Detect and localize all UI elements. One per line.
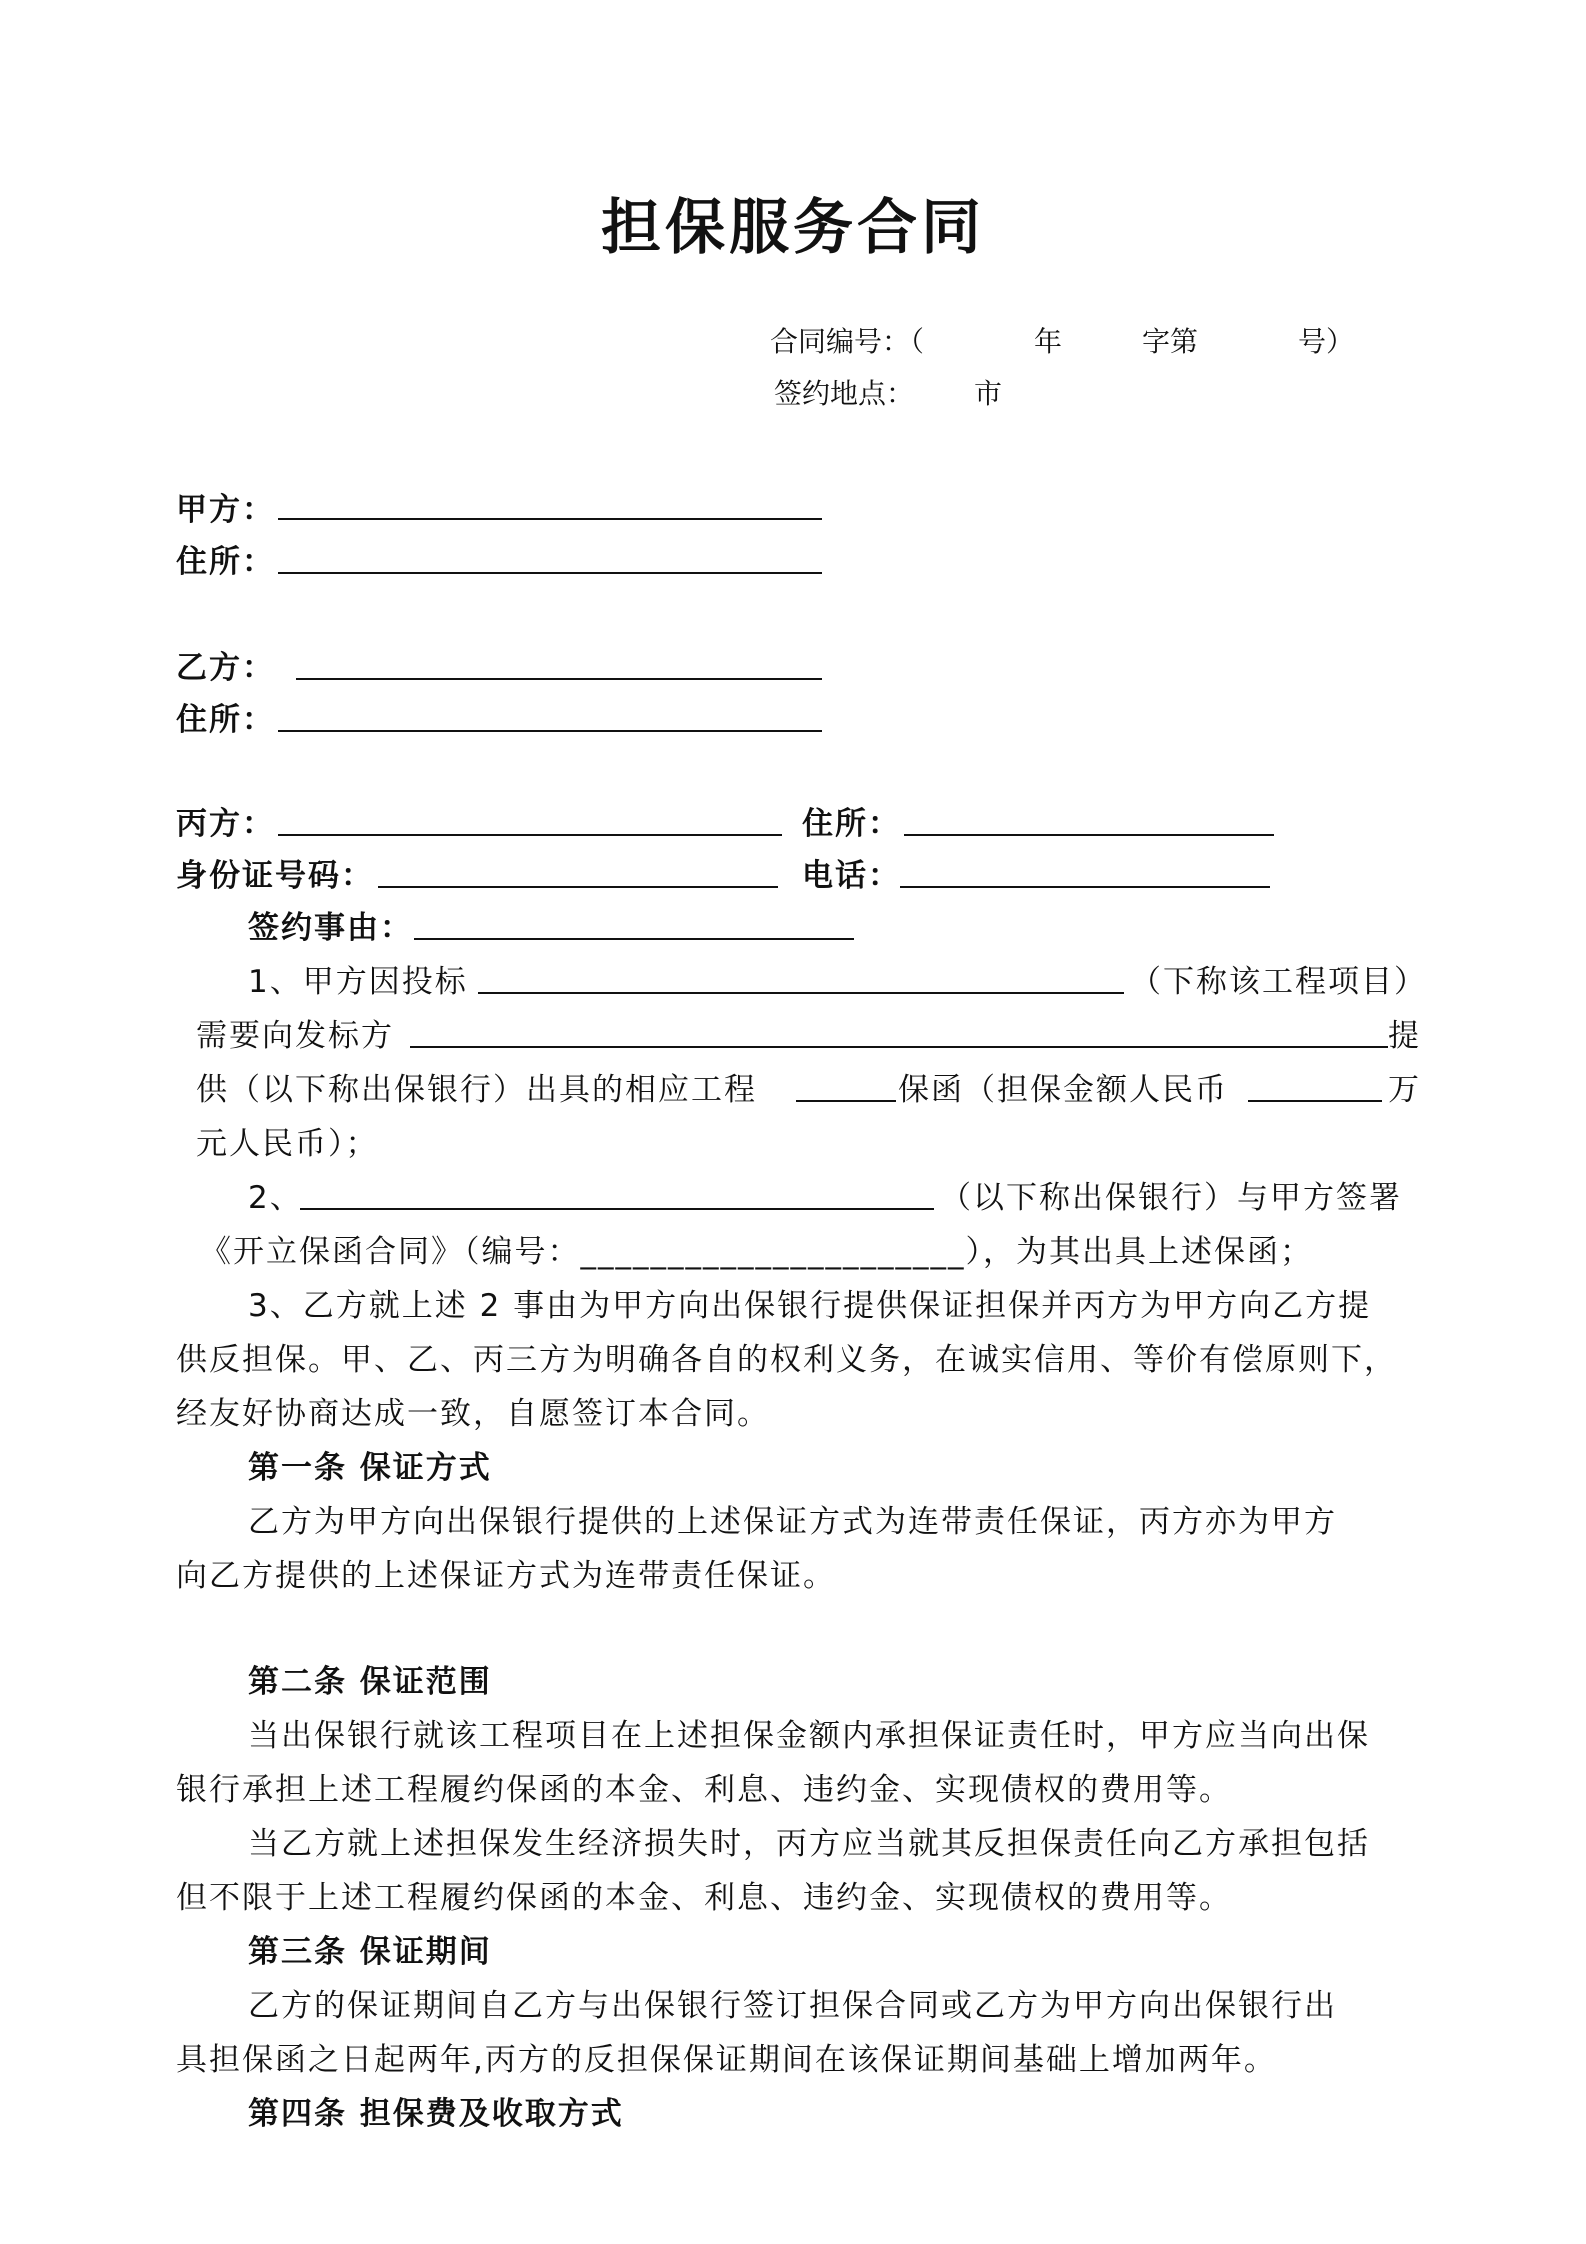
reason-blank[interactable]: [414, 938, 854, 940]
party-c-label: 丙方：: [176, 806, 275, 842]
art4-heading: 第四条 担保费及收取方式: [248, 2096, 624, 2132]
party-b-address-blank[interactable]: [278, 730, 822, 732]
item1-g: 万: [1388, 1072, 1421, 1108]
contract-no-label: 合同编号：（: [770, 325, 925, 358]
party-c-id-label: 身份证号码：: [176, 858, 374, 894]
sign-place-label: 签约地点：: [774, 377, 915, 410]
item3-l3: 经友好协商达成一致，自愿签订本合同。: [176, 1396, 770, 1432]
art2-l3: 当乙方就上述担保发生经济损失时，丙方应当就其反担保责任向乙方承担包括: [248, 1826, 1370, 1862]
party-c-blank[interactable]: [278, 834, 782, 836]
item2-b: （以下称出保银行）与甲方签署: [940, 1180, 1402, 1216]
party-c-address-blank[interactable]: [904, 834, 1274, 836]
art1-heading: 第一条 保证方式: [248, 1450, 492, 1486]
item1-b: （下称该工程项目）: [1130, 964, 1427, 1000]
item2-c: 《开立保函合同》（编号：______________________），为其出具上述保函；: [200, 1234, 1313, 1270]
contract-no-year: 年: [1034, 325, 1063, 358]
item3-l2: 供反担保。甲、乙、丙三方为明确各自的权利义务，在诚实信用、等价有偿原则下，: [176, 1342, 1397, 1378]
art3-heading: 第三条 保证期间: [248, 1934, 492, 1970]
art2-heading: 第二条 保证范围: [248, 1664, 492, 1700]
page-title: 担保服务合同: [601, 193, 985, 263]
party-c-phone-label: 电话：: [802, 858, 901, 894]
party-a-label: 甲方：: [176, 492, 275, 528]
item1-type-blank[interactable]: [796, 1100, 896, 1102]
item3-l1: 3、乙方就上述 2 事由为甲方向出保银行提供保证担保并丙方为甲方向乙方提: [248, 1288, 1372, 1324]
item1-issuer-blank[interactable]: [410, 1046, 1388, 1048]
item1-project-blank[interactable]: [478, 992, 1124, 994]
item1-e: 供（以下称出保银行）出具的相应工程: [196, 1072, 757, 1108]
art2-l4: 但不限于上述工程履约保函的本金、利息、违约金、实现债权的费用等。: [176, 1880, 1232, 1916]
party-c-phone-blank[interactable]: [900, 886, 1270, 888]
reason-label: 签约事由：: [248, 910, 413, 946]
party-b-label: 乙方：: [176, 650, 275, 686]
sign-place-city: 市: [974, 377, 1003, 410]
art1-l1: 乙方为甲方向出保银行提供的上述保证方式为连带责任保证，丙方亦为甲方: [248, 1504, 1337, 1540]
party-c-id-blank[interactable]: [378, 886, 778, 888]
contract-no-zidi: 字第: [1142, 325, 1199, 358]
contract-no-hao: 号）: [1298, 325, 1355, 358]
art3-l1: 乙方的保证期间自乙方与出保银行签订担保合同或乙方为甲方向出保银行出: [248, 1988, 1337, 2024]
party-a-address-blank[interactable]: [278, 572, 822, 574]
art2-l2: 银行承担上述工程履约保函的本金、利息、违约金、实现债权的费用等。: [176, 1772, 1232, 1808]
party-c-address-label: 住所：: [802, 806, 901, 842]
party-b-blank[interactable]: [296, 678, 822, 680]
item1-amount-blank[interactable]: [1248, 1100, 1382, 1102]
party-b-address-label: 住所：: [176, 702, 275, 738]
item1-a: 1、甲方因投标: [248, 964, 468, 1000]
art3-l2: 具担保函之日起两年,丙方的反担保保证期间在该保证期间基础上增加两年。: [176, 2042, 1277, 2078]
art1-l2: 向乙方提供的上述保证方式为连带责任保证。: [176, 1558, 836, 1594]
item2-bank-blank[interactable]: [300, 1208, 934, 1210]
party-a-blank[interactable]: [278, 518, 822, 520]
item1-f: 保函（担保金额人民币: [898, 1072, 1228, 1108]
item2-a: 2、: [248, 1180, 303, 1216]
item1-c: 需要向发标方: [196, 1018, 394, 1054]
party-a-address-label: 住所：: [176, 544, 275, 580]
art2-l1: 当出保银行就该工程项目在上述担保金额内承担保证责任时，甲方应当向出保: [248, 1718, 1370, 1754]
item1-h: 元人民币）；: [196, 1126, 379, 1162]
item1-d: 提: [1388, 1018, 1421, 1054]
